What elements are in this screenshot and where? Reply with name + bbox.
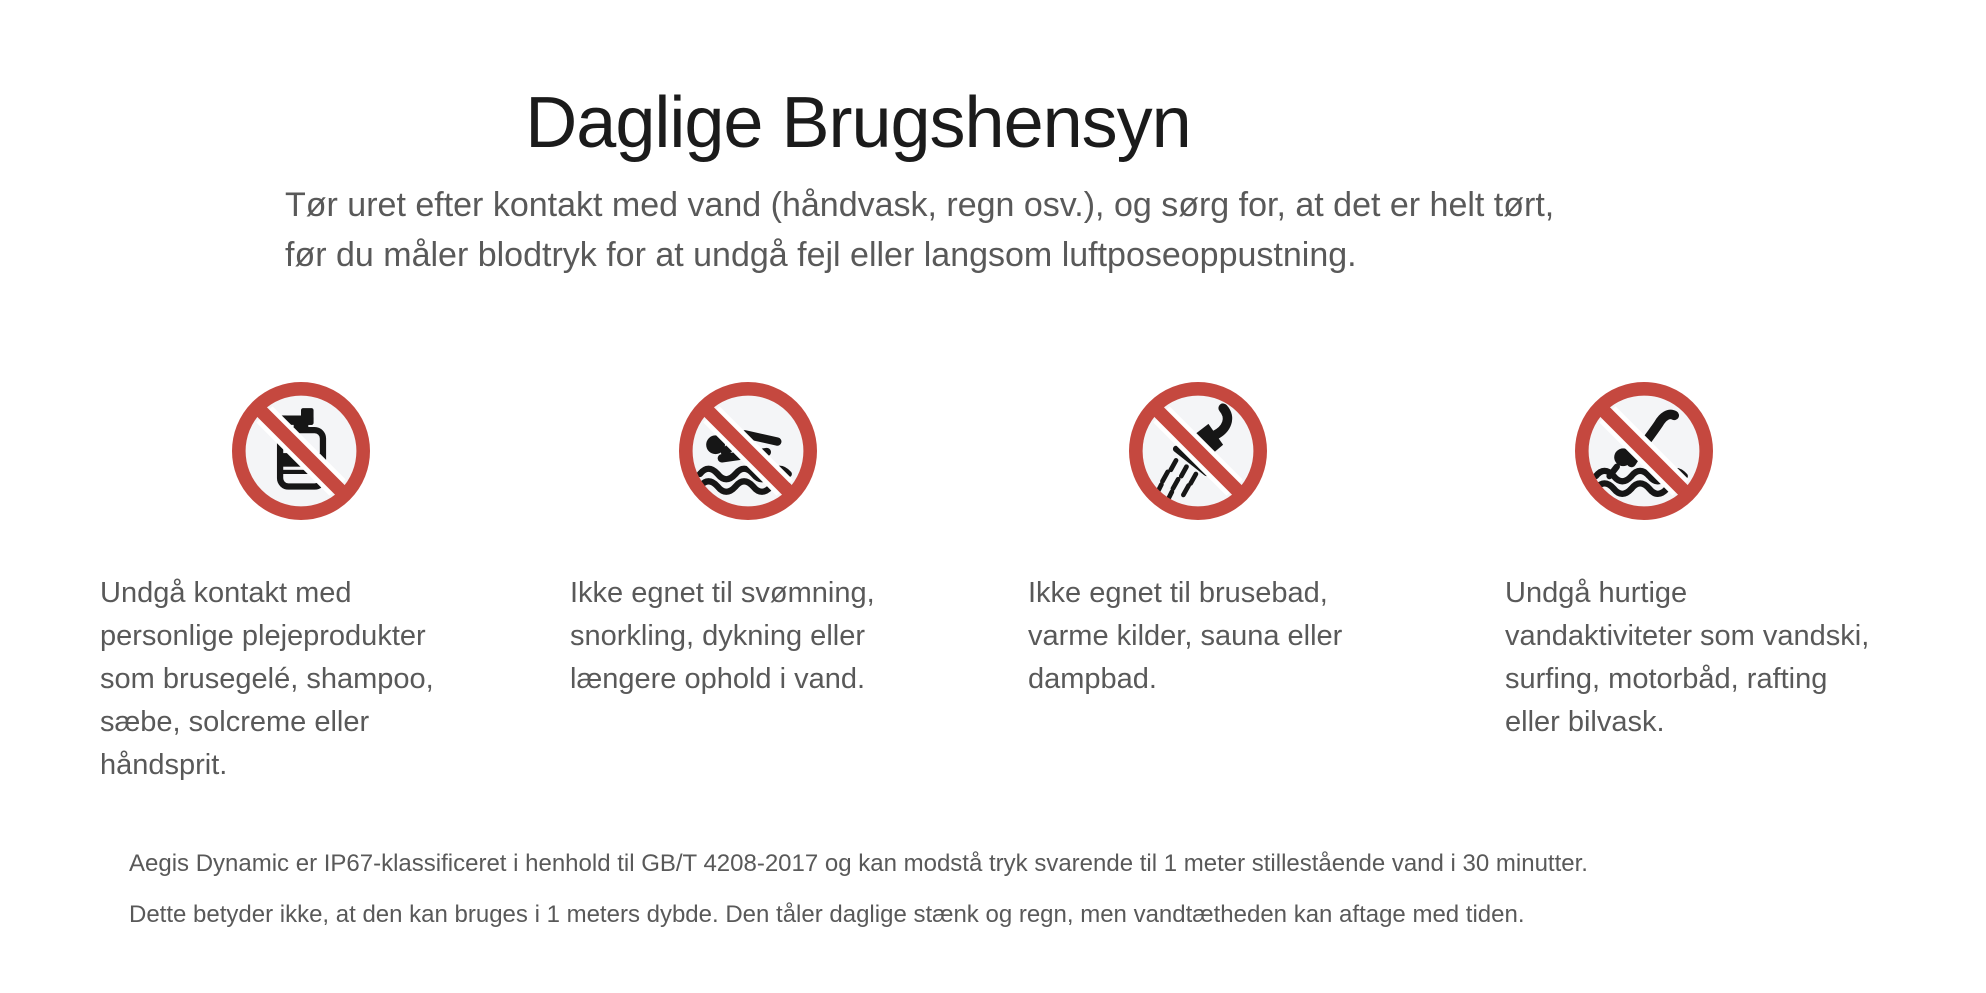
caption-no-swimming: Ikke egnet til svømning, snorkling, dykning eller længere ophold i vand. [570,577,875,695]
footer-note-line-2: Dette betyder ikke, at den kan bruges i 1 meters dybde. Den tåler daglige stænk og regn, men vandtætheden kan aftage med tiden. [129,901,1525,928]
footer-note [129,838,1829,940]
no-fast-water-activities-icon [1575,382,1713,520]
no-personal-care-products-icon [232,382,370,520]
subtitle-line-2: før du måler blodtryk for at undgå fejl eller langsom luftposeoppustning. [285,236,1357,274]
caption-no-personal-care-products: Undgå kontakt med personlige plejeprodukter som brusegelé, shampoo, sæbe, solcreme eller håndsprit. [100,577,434,781]
subtitle [285,180,1554,280]
caption-no-fast-water-activities: Undgå hurtige vandaktiviteter som vandski, surfing, motorbåd, rafting eller bilvask. [1505,577,1870,738]
no-swimming-icon [679,382,817,520]
caption-no-shower: Ikke egnet til brusebad, varme kilder, sauna eller dampbad. [1028,577,1343,695]
subtitle-line-1: Tør uret efter kontakt med vand (håndvask, regn osv.), og sørg for, at det er helt tørt, [285,186,1555,224]
page-title: Daglige Brugshensyn [525,83,1191,163]
no-shower-icon [1129,382,1267,520]
footer-note-line-1: Aegis Dynamic er IP67-klassificeret i henhold til GB/T 4208-2017 og kan modstå tryk svarende til 1 meter stillestående vand i 30 minutter. [129,850,1588,877]
